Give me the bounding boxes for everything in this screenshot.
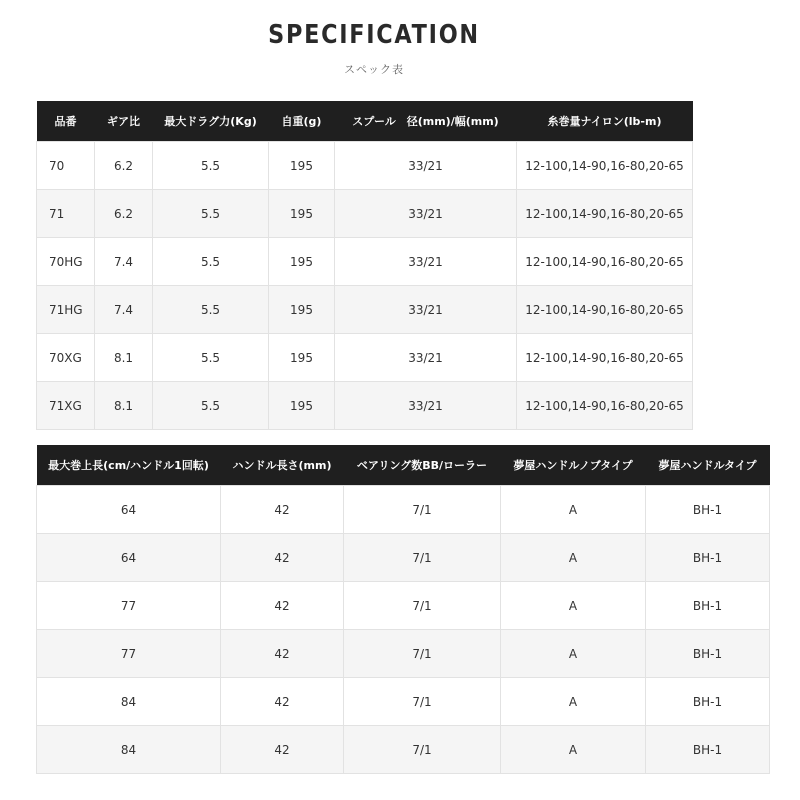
cell-max-drag: 5.5 [153,190,269,238]
cell-bearings: 7/1 [344,534,501,582]
cell-max-retrieve: 64 [37,486,221,534]
column-header-line-capacity: 糸巻量ナイロン(lb-m) [517,101,693,142]
column-header-max-drag: 最大ドラグ力(Kg) [153,101,269,142]
cell-gear-ratio: 8.1 [95,334,153,382]
table-row [37,678,770,726]
cell-handle-length: 42 [221,534,344,582]
cell-model: 71HG [37,286,95,334]
table-row [37,190,693,238]
table-header-row [37,101,693,142]
column-header-handle-length: ハンドル長さ(mm) [221,445,344,486]
cell-handle-type: BH-1 [646,726,770,774]
column-header-max-retrieve: 最大巻上長(cm/ハンドル1回転) [37,445,221,486]
cell-knob-type: A [501,582,646,630]
cell-weight: 195 [269,334,335,382]
table-row [37,142,693,190]
table-row [37,486,770,534]
cell-handle-type: BH-1 [646,630,770,678]
cell-bearings: 7/1 [344,678,501,726]
cell-max-retrieve: 77 [37,630,221,678]
column-header-knob-type: 夢屋ハンドルノブタイプ [501,445,646,486]
cell-spool: 33/21 [335,190,517,238]
cell-bearings: 7/1 [344,630,501,678]
cell-gear-ratio: 7.4 [95,286,153,334]
cell-max-drag: 5.5 [153,334,269,382]
cell-handle-length: 42 [221,678,344,726]
page-title: SPECIFICATION [268,20,480,50]
table-row [37,238,693,286]
cell-max-retrieve: 64 [37,534,221,582]
table-row [37,726,770,774]
cell-handle-length: 42 [221,486,344,534]
cell-line-capacity: 12-100,14-90,16-80,20-65 [517,286,693,334]
cell-handle-type: BH-1 [646,534,770,582]
cell-knob-type: A [501,630,646,678]
table-header-row [37,445,770,486]
cell-weight: 195 [269,382,335,430]
cell-handle-type: BH-1 [646,582,770,630]
cell-weight: 195 [269,190,335,238]
table-row [37,334,693,382]
cell-handle-length: 42 [221,630,344,678]
cell-bearings: 7/1 [344,582,501,630]
cell-max-drag: 5.5 [153,286,269,334]
cell-line-capacity: 12-100,14-90,16-80,20-65 [517,190,693,238]
cell-spool: 33/21 [335,286,517,334]
cell-model: 71 [37,190,95,238]
cell-bearings: 7/1 [344,486,501,534]
cell-spool: 33/21 [335,382,517,430]
spec-table-2 [36,445,770,774]
cell-model: 70 [37,142,95,190]
cell-max-drag: 5.5 [153,238,269,286]
table-row [37,582,770,630]
table-row [37,286,693,334]
table-row [37,382,693,430]
cell-spool: 33/21 [335,334,517,382]
spec-table-1 [36,101,693,430]
cell-bearings: 7/1 [344,726,501,774]
cell-line-capacity: 12-100,14-90,16-80,20-65 [517,334,693,382]
cell-knob-type: A [501,486,646,534]
cell-weight: 195 [269,142,335,190]
column-header-spool: スプール 径(mm)/幅(mm) [335,101,517,142]
cell-max-retrieve: 84 [37,678,221,726]
cell-gear-ratio: 8.1 [95,382,153,430]
cell-handle-length: 42 [221,726,344,774]
column-header-gear-ratio: ギア比 [95,101,153,142]
cell-model: 71XG [37,382,95,430]
cell-handle-type: BH-1 [646,678,770,726]
page-subtitle: スペック表 [344,63,404,76]
cell-spool: 33/21 [335,142,517,190]
cell-handle-type: BH-1 [646,486,770,534]
table-row [37,630,770,678]
cell-max-retrieve: 84 [37,726,221,774]
cell-model: 70HG [37,238,95,286]
cell-weight: 195 [269,286,335,334]
column-header-handle-type: 夢屋ハンドルタイプ [646,445,770,486]
cell-gear-ratio: 6.2 [95,142,153,190]
cell-max-drag: 5.5 [153,142,269,190]
cell-line-capacity: 12-100,14-90,16-80,20-65 [517,142,693,190]
column-header-bearings: ベアリング数BB/ローラー [344,445,501,486]
table-row [37,534,770,582]
column-header-model: 品番 [37,101,95,142]
cell-knob-type: A [501,534,646,582]
cell-gear-ratio: 7.4 [95,238,153,286]
cell-max-retrieve: 77 [37,582,221,630]
cell-model: 70XG [37,334,95,382]
cell-line-capacity: 12-100,14-90,16-80,20-65 [517,238,693,286]
cell-spool: 33/21 [335,238,517,286]
cell-max-drag: 5.5 [153,382,269,430]
cell-knob-type: A [501,678,646,726]
cell-weight: 195 [269,238,335,286]
column-header-weight: 自重(g) [269,101,335,142]
cell-knob-type: A [501,726,646,774]
cell-handle-length: 42 [221,582,344,630]
cell-gear-ratio: 6.2 [95,190,153,238]
cell-line-capacity: 12-100,14-90,16-80,20-65 [517,382,693,430]
